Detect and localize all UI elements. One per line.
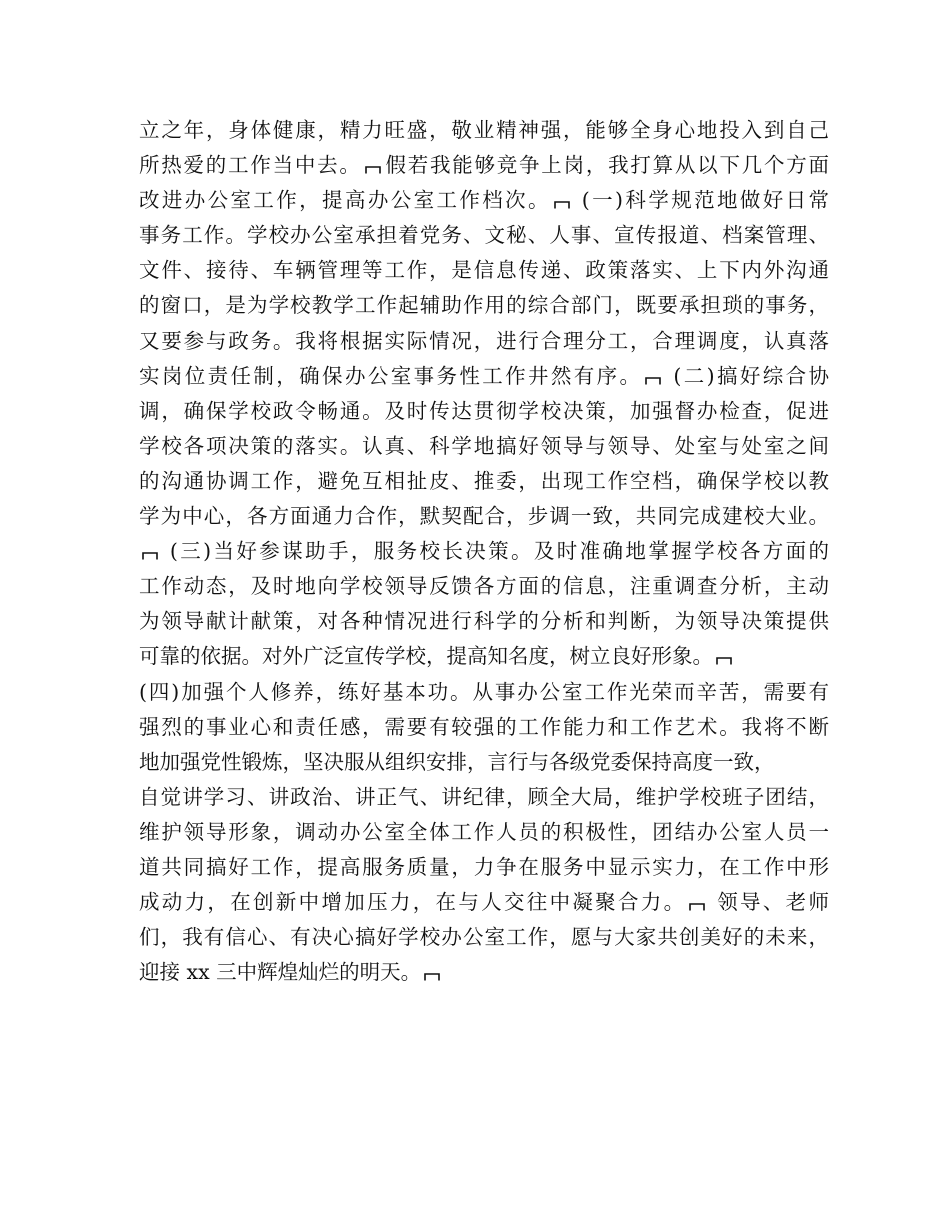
paragraph-mark-icon [554, 200, 570, 209]
text-line: 可靠的依据。对外广泛宣传学校，提高知名度，树立良好形象。 [139, 639, 829, 674]
paragraph-mark-icon [142, 551, 158, 560]
paragraph-mark-icon [689, 902, 705, 911]
text-line: 文件、接待、车辆管理等工作，是信息传递、政策落实、上下内外沟通 [139, 258, 829, 283]
text-line: 学校各项决策的落实。认真、科学地搞好领导与领导、处室与处室之间 [139, 433, 829, 458]
text-line: 强烈的事业心和责任感，需要有较强的工作能力和工作艺术。我将不断 [139, 714, 829, 739]
text-line: 成动力，在创新中增加压力，在与人交往中凝聚合力。 领导、老师 [139, 890, 829, 915]
text-line: 为领导献计献策，对各种情况进行科学的分析和判断，为领导决策提供 [139, 609, 829, 634]
text-line: 调，确保学校政令畅通。及时传达贯彻学校决策，加强督办检查，促进 [139, 398, 829, 423]
text-line: 道共同搞好工作，提高服务质量，力争在服务中显示实力，在工作中形 [139, 854, 829, 879]
paragraph-mark-icon [365, 165, 381, 174]
text-line: 又要参与政务。我将根据实际情况，进行合理分工，合理调度，认真落 [139, 328, 829, 353]
paragraph-mark-icon [645, 376, 661, 385]
text-line: 地加强党性锻炼，坚决服从组织安排，言行与各级党委保持高度一致， [139, 749, 775, 774]
text-line: 的窗口，是为学校教学工作起辅助作用的综合部门，既要承担琐的事务， [139, 293, 829, 318]
text-line: (三)当好参谋助手，服务校长决策。及时准确地掌握学校各方面的 [139, 534, 829, 569]
text-line: 维护领导形象，调动办公室全体工作人员的积极性，团结办公室人员一 [139, 819, 829, 844]
text-line: 改进办公室工作，提高办公室工作档次。 (一)科学规范地做好日常 [139, 188, 829, 213]
text-line: 的沟通协调工作，避免互相扯皮、推委，出现工作空档，确保学校以教 [139, 468, 829, 493]
text-line: 自觉讲学习、讲政治、讲正气、讲纪律，顾全大局，维护学校班子团结， [139, 784, 829, 809]
text-line: 立之年，身体健康，精力旺盛，敬业精神强，能够全身心地投入到自己 [139, 118, 829, 142]
text-line: 事务工作。学校办公室承担着党务、文秘、人事、宣传报道、档案管理、 [139, 223, 829, 248]
body-text [139, 113, 829, 990]
text-line: (四)加强个人修养，练好基本功。从事办公室工作光荣而辛苦，需要有 [139, 679, 829, 704]
text-line: 学为中心，各方面通力合作，默契配合，步调一致，共同完成建校大业。 [139, 504, 829, 529]
text-line: 们，我有信心、有决心搞好学校办公室工作，愿与大家共创美好的未来， [139, 925, 829, 950]
text-line: 实岗位责任制，确保办公室事务性工作井然有序。 (二)搞好综合协 [139, 363, 829, 388]
paragraph-mark-icon [424, 972, 440, 981]
text-line: 工作动态，及时地向学校领导反馈各方面的信息，注重调查分析，主动 [139, 574, 829, 599]
text-line: 迎接 xx 三中辉煌灿烂的明天。 [139, 955, 829, 990]
text-line: 所热爱的工作当中去。 假若我能够竞争上岗，我打算从以下几个方面 [139, 153, 830, 178]
paragraph-mark-icon [716, 656, 732, 665]
